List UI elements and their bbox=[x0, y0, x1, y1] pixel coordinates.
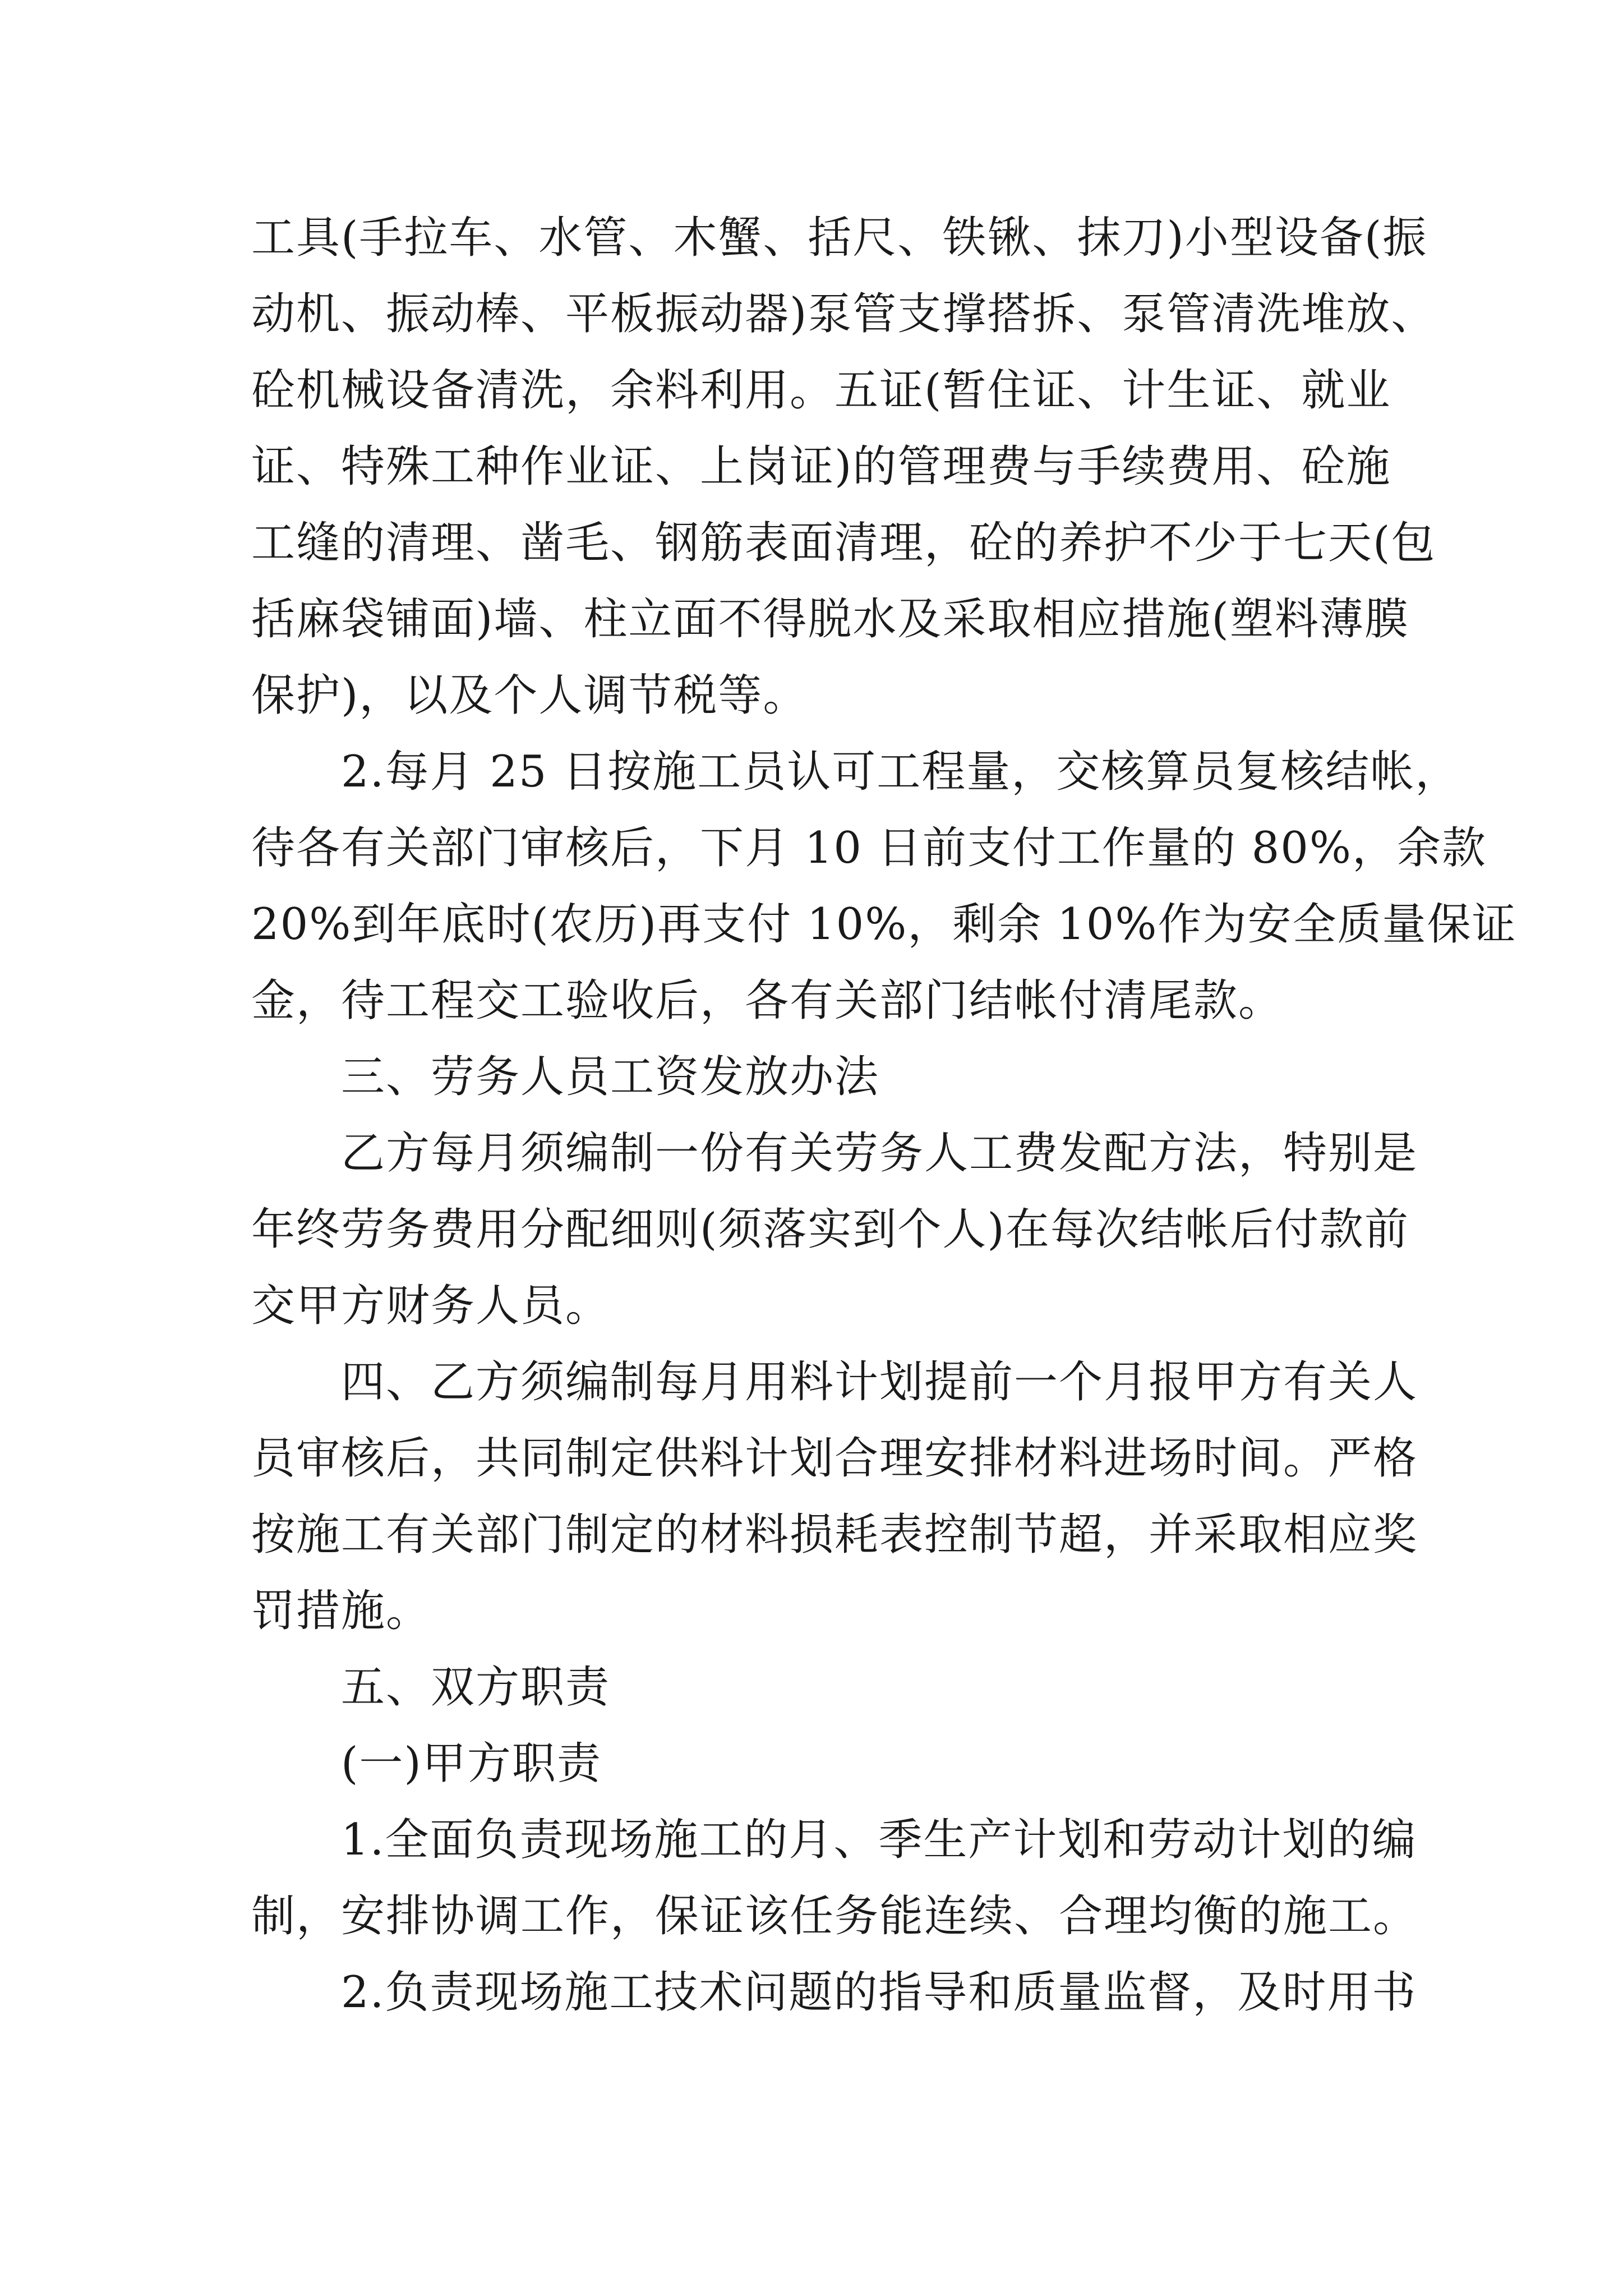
text-line: 三、劳务人员工资发放办法 bbox=[341, 1052, 880, 1102]
text-line: 金，待工程交工验收后，各有关部门结帐付清尾款。 bbox=[251, 976, 1284, 1026]
text-line: 动机、振动棒、平板振动器)泵管支撑搭拆、泵管清洗堆放、 bbox=[251, 289, 1436, 339]
text-line: 工缝的清理、凿毛、钢筋表面清理，砼的养护不少于七天(包 bbox=[251, 518, 1436, 568]
section-heading-wages bbox=[251, 1039, 1390, 1115]
text-line: 四、乙方须编制每月用料计划提前一个月报甲方有关人 bbox=[341, 1357, 1418, 1407]
text-line: 保护)，以及个人调节税等。 bbox=[251, 670, 808, 721]
text-line: 员审核后，共同制定供料计划合理安排材料进场时间。严格 bbox=[251, 1433, 1418, 1484]
text-line: 砼机械设备清洗，余料利用。五证(暂住证、计生证、就业 bbox=[251, 365, 1391, 416]
text-line: 年终劳务费用分配细则(须落实到个人)在每次结帐后付款前 bbox=[251, 1204, 1409, 1255]
paragraph-party-a-duty-2 bbox=[251, 1954, 1417, 2031]
text-line: 制，安排协调工作，保证该任务能连续、合理均衡的施工。 bbox=[251, 1891, 1418, 1941]
text-line: 20%到年底时(农历)再支付 10%，剩余 10%作为安全质量保证 bbox=[251, 899, 1517, 950]
paragraph-tools-and-fees bbox=[251, 200, 1436, 734]
text-line: 交甲方财务人员。 bbox=[251, 1281, 611, 1331]
text-line: 2.负责现场施工技术问题的指导和质量监督，及时用书 bbox=[341, 1967, 1417, 2018]
text-line: 1.全面负责现场施工的月、季生产计划和劳动计划的编 bbox=[341, 1815, 1417, 1865]
text-line: 五、双方职责 bbox=[341, 1662, 611, 1713]
text-line: (一)甲方职责 bbox=[341, 1738, 602, 1789]
subsection-heading-party-a bbox=[251, 1726, 1390, 1802]
section-heading-responsibilities bbox=[251, 1649, 1390, 1726]
paragraph-payment-schedule bbox=[251, 734, 1517, 1039]
paragraph-wage-distribution bbox=[251, 1115, 1418, 1344]
paragraph-party-a-duty-1 bbox=[251, 1802, 1418, 1954]
text-line: 2.每月 25 日按施工员认可工程量，交核算员复核结帐， bbox=[341, 747, 1460, 797]
text-line: 证、特殊工种作业证、上岗证)的管理费与手续费用、砼施 bbox=[251, 441, 1391, 492]
text-line: 按施工有关部门制定的材料损耗表控制节超，并采取相应奖 bbox=[251, 1510, 1418, 1560]
text-line: 括麻袋铺面)墙、柱立面不得脱水及采取相应措施(塑料薄膜 bbox=[251, 594, 1409, 645]
text-line: 乙方每月须编制一份有关劳务人工费发配方法，特别是 bbox=[341, 1128, 1418, 1179]
paragraph-material-plan bbox=[251, 1344, 1418, 1649]
text-line: 罚措施。 bbox=[251, 1586, 431, 1636]
document-body bbox=[251, 200, 1517, 2031]
text-line: 待各有关部门审核后，下月 10 日前支付工作量的 80%，余款 bbox=[251, 823, 1487, 873]
text-line: 工具(手拉车、水管、木蟹、括尺、铁锹、抹刀)小型设备(振 bbox=[251, 213, 1428, 263]
